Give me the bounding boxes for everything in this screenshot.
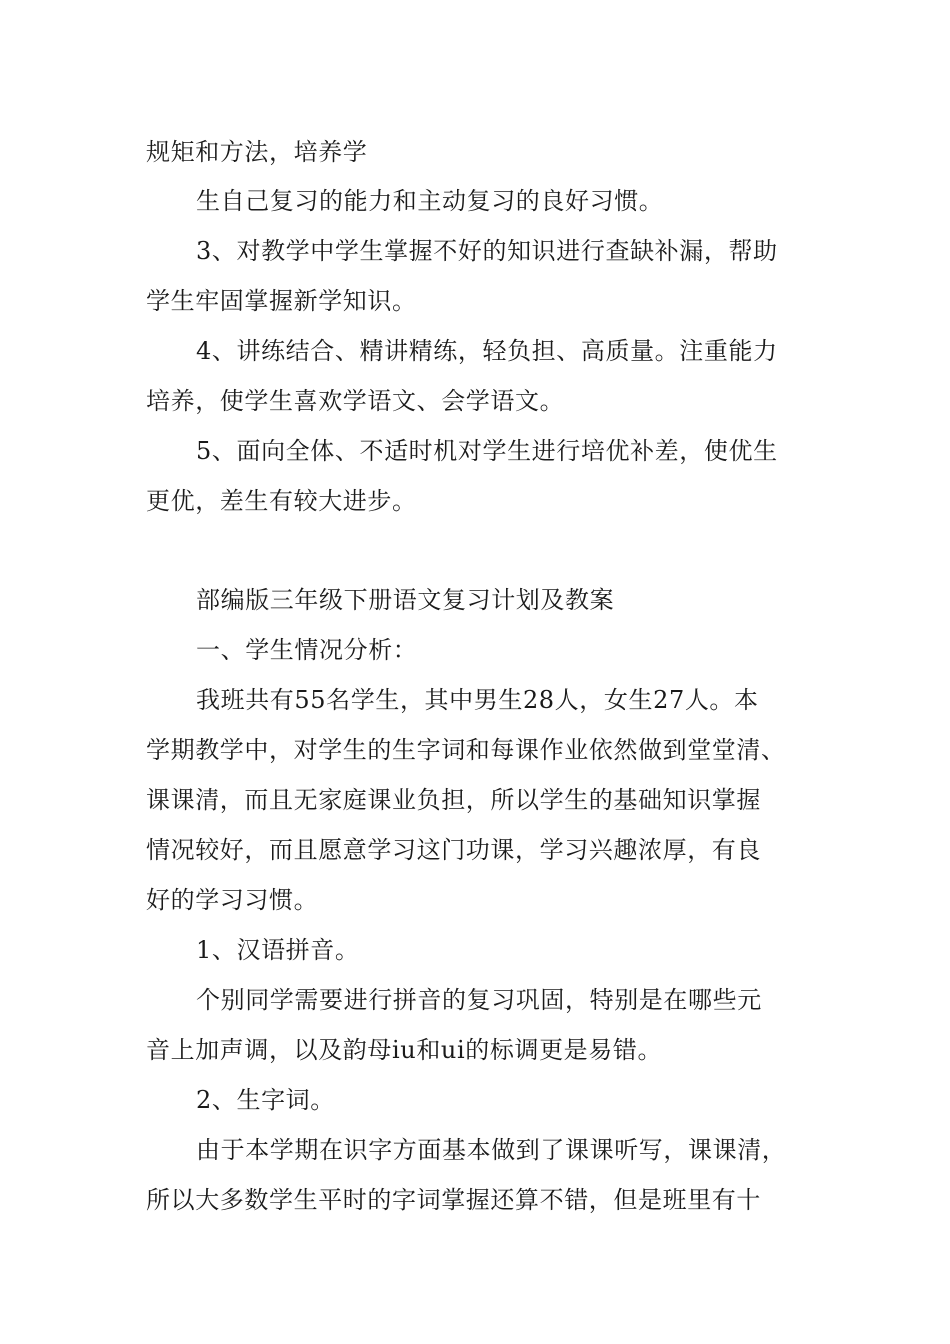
paragraph-line: 情况较好，而且愿意学习这门功课，学习兴趣浓厚，有良 [146,836,761,864]
paragraph-line: 学生牢固掌握新学知识。 [146,287,417,315]
paragraph-line: 所以大多数学生平时的字词掌握还算不错，但是班里有十 [146,1186,761,1214]
paragraph-line: 课课清，而且无家庭课业负担，所以学生的基础知识掌握 [146,786,761,814]
section-heading: 一、学生情况分析： [196,636,418,664]
list-item-5: 5、面向全体、不适时机对学生进行培优补差，使优生 [196,437,778,465]
section-title: 部编版三年级下册语文复习计划及教案 [196,586,615,614]
subheading-vocabulary: 2、生字词。 [196,1086,335,1114]
list-item-4: 4、讲练结合、精讲精练，轻负担、高质量。注重能力 [196,337,778,365]
paragraph-line: 由于本学期在识字方面基本做到了课课听写，课课清， [196,1136,787,1164]
paragraph-line: 音上加声调，以及韵母iu和ui的标调更是易错。 [146,1036,663,1064]
paragraph-line: 学期教学中，对学生的生字词和每课作业依然做到堂堂清、 [146,736,786,764]
paragraph-line: 培养，使学生喜欢学语文、会学语文。 [146,387,565,415]
paragraph-line: 我班共有55名学生，其中男生28人，女生27人。本 [196,686,759,714]
paragraph-line: 个别同学需要进行拼音的复习巩固，特别是在哪些元 [196,986,762,1014]
paragraph-line: 生自己复习的能力和主动复习的良好习惯。 [196,187,664,215]
paragraph-line: 更优，差生有较大进步。 [146,487,417,515]
list-item-3: 3、对教学中学生掌握不好的知识进行查缺补漏，帮助 [196,237,778,265]
paragraph-line: 规矩和方法，培养学 [146,138,368,166]
subheading-pinyin: 1、汉语拼音。 [196,936,360,964]
paragraph-line: 好的学习习惯。 [146,886,319,914]
